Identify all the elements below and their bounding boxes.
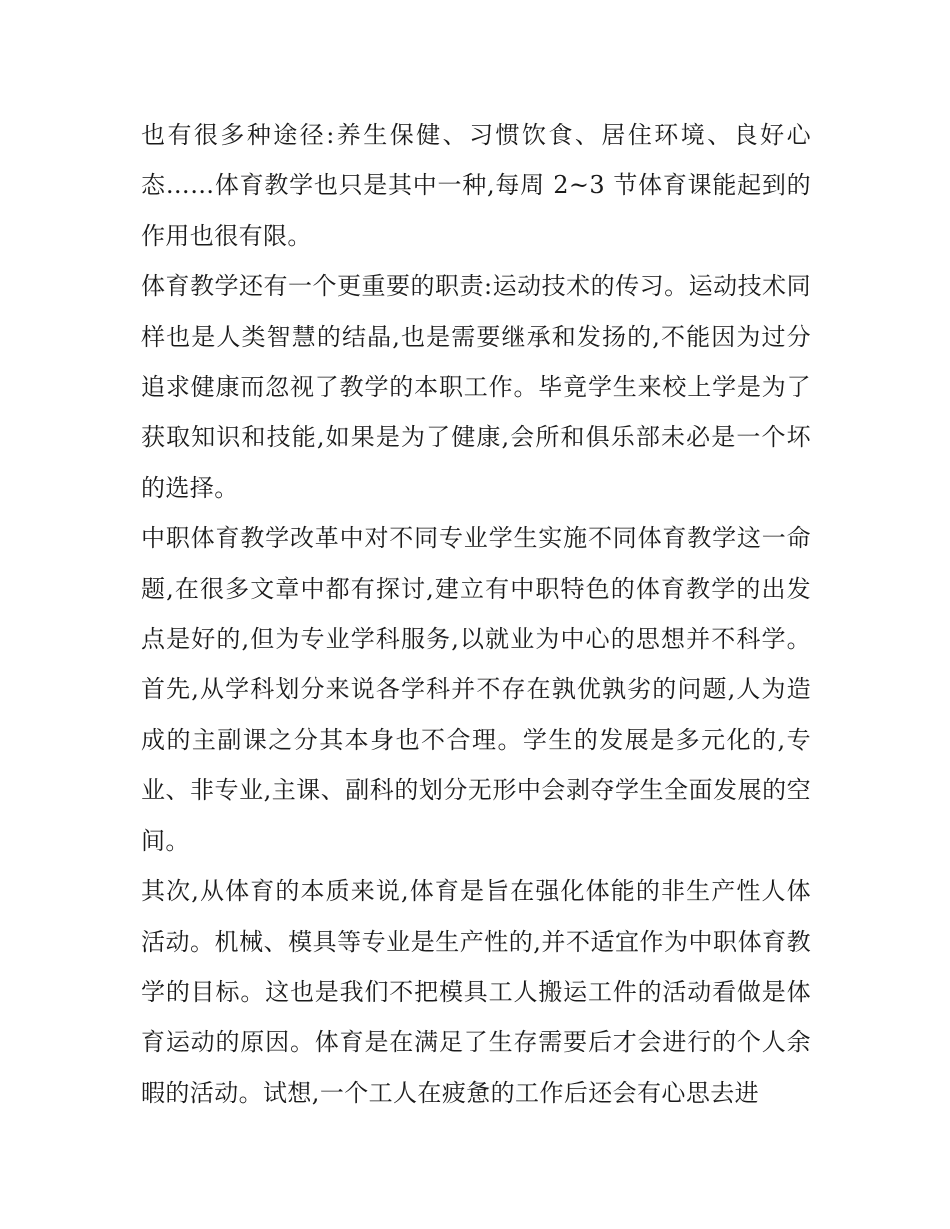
paragraph-3: 中职体育教学改革中对不同专业学生实施不同体育教学这一命题,在很多文章中都有探讨,建立有中职特色的体育教学的出发点是好的,但为专业学科服务,以就业为中心的思想并不科学。首先,从学科划分来说各学科并不存在孰优孰劣的问题,人为造成的主副课之分其本身也不合理。学生的发展是多元化的,专业、非专业,主课、副科的划分无形中会剥夺学生全面发展的空间。 [141,524,811,855]
paragraph-4: 其次,从体育的本质来说,体育是旨在强化体能的非生产性人体活动。机械、模具等专业是生产性的,并不适宜作为中职体育教学的目标。这也是我们不把模具工人搬运工件的活动看做是体育运动的原因。体育是在满足了生存需要后才会进行的个人余暇的活动。试想,一个工人在疲惫的工作后还会有心思去进 [141,877,811,1107]
paragraph-2: 体育教学还有一个更重要的职责:运动技术的传习。运动技术同样也是人类智慧的结晶,也是需要继承和发扬的,不能因为过分追求健康而忽视了教学的本职工作。毕竟学生来校上学是为了获取知识和技能,如果是为了健康,会所和俱乐部未必是一个坏的选择。 [141,272,811,502]
document-body [141,110,811,1118]
paragraph-1: 也有很多种途径:养生保健、习惯饮食、居住环境、良好心态……体育教学也只是其中一种,每周 2~3 节体育课能起到的作用也很有限。 [141,121,811,250]
